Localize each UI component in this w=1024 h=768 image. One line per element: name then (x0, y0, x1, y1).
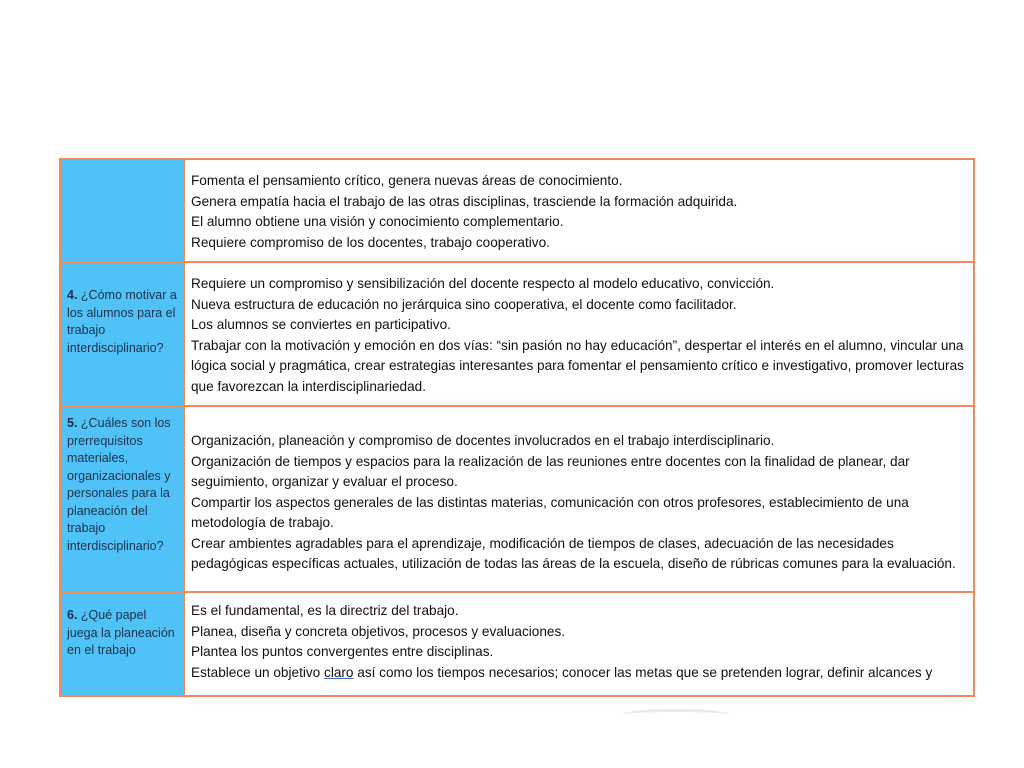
question-text: ¿Cómo motivar a los alumnos para el trabajo interdisciplinario? (67, 288, 177, 355)
question-number: 4. (67, 288, 78, 302)
question-cell (60, 592, 184, 696)
underlined-word: claro (324, 664, 354, 680)
table-row (60, 159, 974, 262)
answer-cell (184, 262, 974, 406)
answer-cell (184, 159, 974, 262)
answer-line: Los alumnos se conviertes en participativo. (191, 317, 451, 332)
answer-line: Requiere compromiso de los docentes, trabajo cooperativo. (191, 234, 550, 250)
question-cell-empty (60, 159, 184, 262)
question-number: 6. (67, 608, 78, 622)
answer-line: Compartir los aspectos generales de las distintas materias, comunicación con otros profesores, establecimiento de una metodología de trabajo. (191, 494, 909, 530)
table-row (60, 592, 974, 696)
answer-cell (184, 592, 974, 696)
answer-line: Planea, diseña y concreta objetivos, procesos y evaluaciones. (191, 623, 566, 639)
question-text: ¿Cuáles son los prerrequisitos materiales, organizacionales y personales para la planeación del trabajo interdisciplinario? (67, 416, 171, 553)
answer-line: Nueva estructura de educación no jerárquica sino cooperativa, el docente como facilitador. (191, 296, 737, 312)
question-text: ¿Qué papel juega la planeación en el trabajo (67, 608, 175, 657)
answer-text: Establece un objetivo (191, 664, 325, 680)
answer-text: así como los tiempos necesarios; conocer las metas que se pretenden lograr, definir alcances y (353, 664, 933, 680)
answer-line: Es el fundamental, es la directriz del trabajo. (191, 603, 459, 618)
table-row (60, 262, 974, 406)
answer-line: Requiere un compromiso y sensibilización del docente respecto al modelo educativo, convicción. (191, 276, 775, 291)
answer-cell (184, 406, 974, 592)
answer-line: Organización de tiempos y espacios para la realización de las reuniones entre docentes con la finalidad de planear, dar seguimiento, organizar y evaluar el proceso. (191, 453, 910, 489)
faint-arc-mark (622, 709, 730, 720)
question-cell (60, 406, 184, 592)
answer-line: Genera empatía hacia el trabajo de las otras disciplinas, trasciende la formación adquirida. (191, 193, 738, 209)
table-row (60, 406, 974, 592)
answer-line: Crear ambientes agradables para el aprendizaje, modificación de tiempos de clases, adecuación de las necesidades pedagógicas específicas actuales, utilización de todas las áreas de la escuela, diseño de rúbricas comunes para la evaluación. (191, 535, 956, 571)
answer-line (191, 663, 967, 684)
question-cell (60, 262, 184, 406)
answer-line: Organización, planeación y compromiso de docentes involucrados en el trabajo interdisciplinario. (191, 433, 775, 448)
answer-line: Plantea los puntos convergentes entre disciplinas. (191, 644, 494, 659)
answer-line: Trabajar con la motivación y emoción en dos vías: “sin pasión no hay educación”, despertar el interés en el alumno, vincular una lógica social y pragmática, crear estrategias interesantes para fomentar el pensamiento crítico e investigativo, promover lecturas que favorezcan la interdisciplinariedad. (191, 337, 964, 394)
question-number: 5. (67, 416, 78, 430)
answer-line: Fomenta el pensamiento crítico, genera nuevas áreas de conocimiento. (191, 173, 623, 188)
content-table (59, 158, 975, 697)
answer-line: El alumno obtiene una visión y conocimiento complementario. (191, 214, 564, 229)
